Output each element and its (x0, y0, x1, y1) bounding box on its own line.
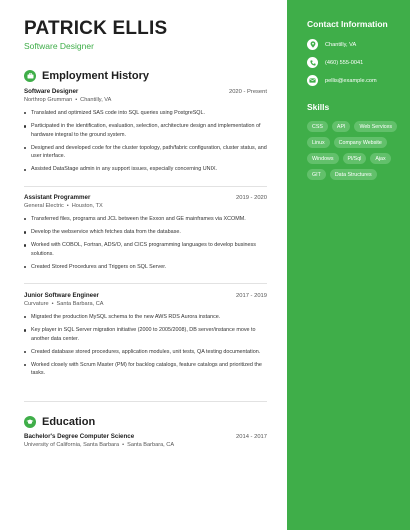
contact-phone-text: (460) 555-0041 (325, 59, 364, 66)
job-location: Chantilly, VA (80, 97, 112, 103)
skill-tag: Pl/Sql (343, 153, 367, 164)
job-bullets (24, 313, 267, 378)
contact-location-text: Chantilly, VA (325, 41, 357, 48)
location-pin-icon (307, 39, 318, 50)
bullet-item: Created Stored Procedures and Triggers on SQL Server. (24, 263, 267, 272)
contact-email-text[interactable]: pellis@example.com (325, 77, 377, 84)
skill-tag: Windows (307, 153, 339, 164)
bullet-item: Translated and optimized SAS code into SQL queries using PostgreSQL. (24, 109, 267, 118)
skill-tag: GIT (307, 169, 326, 180)
job-dates: 2020 - Present (228, 89, 267, 95)
job-entry (24, 88, 267, 179)
bullet-item: Assisted DataStage admin in any support issues, especially concerning UNIX. (24, 165, 267, 174)
briefcase-icon (24, 70, 36, 82)
job-title: Assistant Programmer (24, 194, 91, 201)
job-company: Northrop Grumman (24, 97, 73, 103)
job-dates: 2017 - 2019 (236, 293, 267, 299)
bullet-item: Migrated the production MySQL schema to the new AWS RDS Aurora instance. (24, 313, 267, 322)
job-company: General Electric (24, 203, 64, 209)
bullet-item: Develop the webservice which fetches data from the database. (24, 228, 267, 237)
job-bullets (24, 109, 267, 174)
school-name: University of California, Santa Barbara (24, 442, 120, 448)
bullet-item: Transferred files, programs and JCL between the Exxon and GE mainframes via XCOMM. (24, 215, 267, 224)
education-school-line (24, 442, 267, 448)
phone-icon (307, 57, 318, 68)
degree-title: Bachelor's Degree Computer Science (24, 433, 135, 440)
education-section-header (24, 416, 95, 428)
employment-heading: Employment History (42, 70, 149, 82)
bullet-item: Worked closely with Scrum Master (PM) for backlog catalogs, feature catalogs and prioritized the tasks. (24, 361, 267, 378)
employment-section-header (24, 70, 149, 82)
skill-tag: Ajax (370, 153, 390, 164)
contact-phone (307, 57, 363, 68)
skill-tag: Data Structures (330, 169, 377, 180)
separator-dot: • (51, 301, 54, 307)
skill-tag: Linux (307, 137, 330, 148)
separator-dot: • (122, 442, 125, 448)
job-entry (24, 194, 267, 276)
skills-heading: Skills (307, 102, 330, 112)
skill-tag: Web Services (354, 121, 397, 132)
job-title: Junior Software Engineer (24, 292, 99, 299)
skill-tag: API (332, 121, 351, 132)
separator-dot: • (66, 203, 69, 209)
graduation-cap-icon (24, 416, 36, 428)
contact-location (307, 39, 356, 50)
education-heading: Education (42, 416, 96, 428)
skill-tag: CSS (307, 121, 328, 132)
job-location: Houston, TX (71, 203, 103, 209)
skill-tag: Company Website (334, 137, 387, 148)
contact-heading: Contact Information (307, 19, 388, 29)
job-title: Software Designer (24, 88, 79, 95)
bullet-item: Key player in SQL Server migration initiative (2000 to 2005/2008), DB server/instance move to another data center. (24, 326, 267, 343)
section-divider (24, 401, 267, 402)
contact-email[interactable] (307, 75, 377, 86)
skills-list (307, 121, 402, 185)
bullet-item: Participated in the identification, evaluation, selection, architecture design and implementation of hardware integral to the ground system. (24, 122, 267, 139)
job-company: Curvature (24, 301, 49, 307)
school-location: Santa Barbara, CA (127, 442, 175, 448)
job-bullets (24, 215, 267, 271)
job-entry (24, 292, 267, 383)
candidate-name: PATRICK ELLIS (24, 18, 168, 39)
bullet-item: Worked with COBOL, Fortran, ADS/O, and CICS programming languages to develop business solutions. (24, 241, 267, 258)
job-company-line (24, 97, 267, 103)
job-dates: 2019 - 2020 (236, 195, 267, 201)
job-company-line (24, 203, 267, 209)
job-location: Santa Barbara, CA (56, 301, 104, 307)
section-divider (24, 186, 267, 187)
section-divider (24, 283, 267, 284)
bullet-item: Created database stored procedures, application modules, unit tests, QA testing documentation. (24, 348, 267, 357)
education-entry (24, 433, 267, 448)
sidebar (287, 0, 410, 530)
job-company-line (24, 301, 267, 307)
candidate-title: Software Designer (24, 41, 94, 51)
email-icon (307, 75, 318, 86)
separator-dot: • (75, 97, 78, 103)
bullet-item: Designed and developed code for the cluster topology, path/fabric configuration, cluster status, and user interface. (24, 144, 267, 161)
education-dates: 2014 - 2017 (236, 434, 267, 440)
